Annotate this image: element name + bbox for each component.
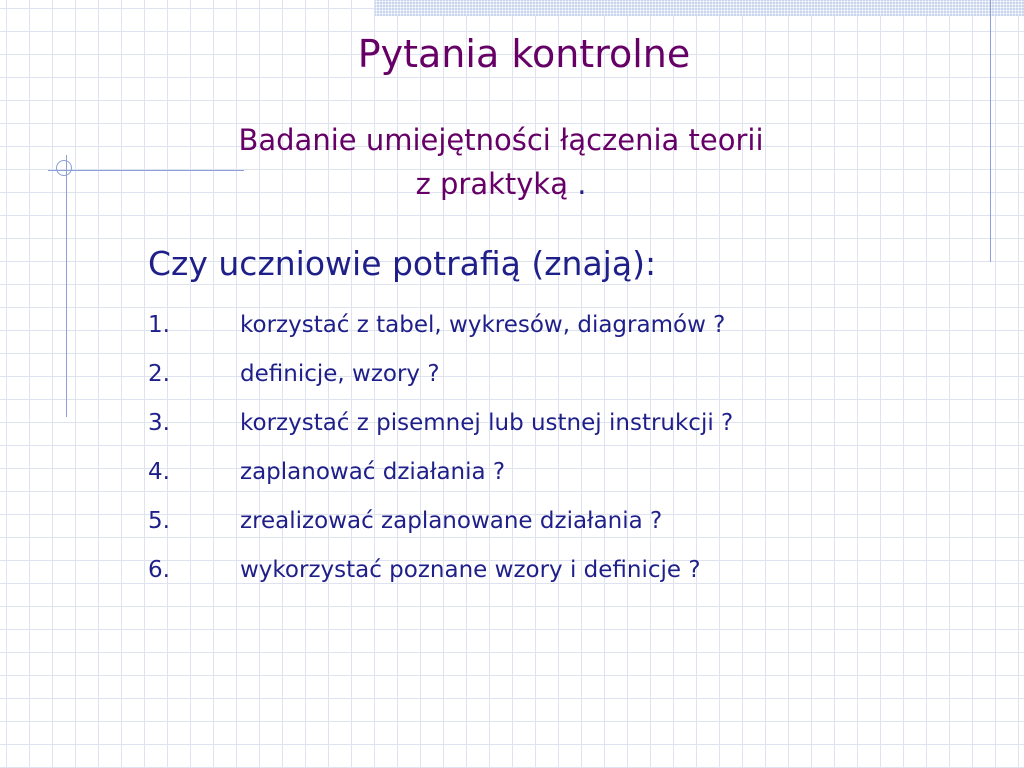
list-item-number: 1.: [148, 311, 170, 338]
slide-subtitle: [150, 118, 852, 206]
left-decorative-line: [66, 155, 67, 417]
list-item-text: definicje, wzory ?: [240, 360, 440, 387]
subtitle-line-1: Badanie umiejętności łączenia teorii: [238, 123, 764, 157]
subtitle-line-2: [150, 162, 852, 206]
subtitle-line-2-text: z praktyką: [415, 167, 568, 201]
list-item-text: zaplanować działania ?: [240, 458, 506, 485]
list-item: [148, 496, 733, 545]
list-item: [148, 545, 733, 594]
slide-title: Pytania kontrolne: [357, 32, 691, 76]
subtitle-suffix: .: [577, 167, 587, 201]
list-item-number: 2.: [148, 360, 170, 387]
list-item: [148, 300, 733, 349]
list-item-text: zrealizować zaplanowane działania ?: [240, 507, 663, 534]
list-item: [148, 398, 733, 447]
list-item-number: 3.: [148, 409, 170, 436]
question-list: [148, 300, 733, 594]
top-decorative-band: [375, 0, 1024, 16]
corner-circle-ornament: [56, 160, 72, 176]
list-item-number: 4.: [148, 458, 170, 485]
list-item-number: 5.: [148, 507, 170, 534]
list-item: [148, 447, 733, 496]
intro-question: Czy uczniowie potrafią (znają):: [148, 244, 657, 283]
list-item: [148, 349, 733, 398]
list-item-text: korzystać z pisemnej lub ustnej instrukcji ?: [240, 409, 734, 436]
list-item-number: 6.: [148, 556, 170, 583]
list-item-text: korzystać z tabel, wykresów, diagramów ?: [240, 311, 726, 338]
list-item-text: wykorzystać poznane wzory i definicje ?: [240, 556, 701, 583]
